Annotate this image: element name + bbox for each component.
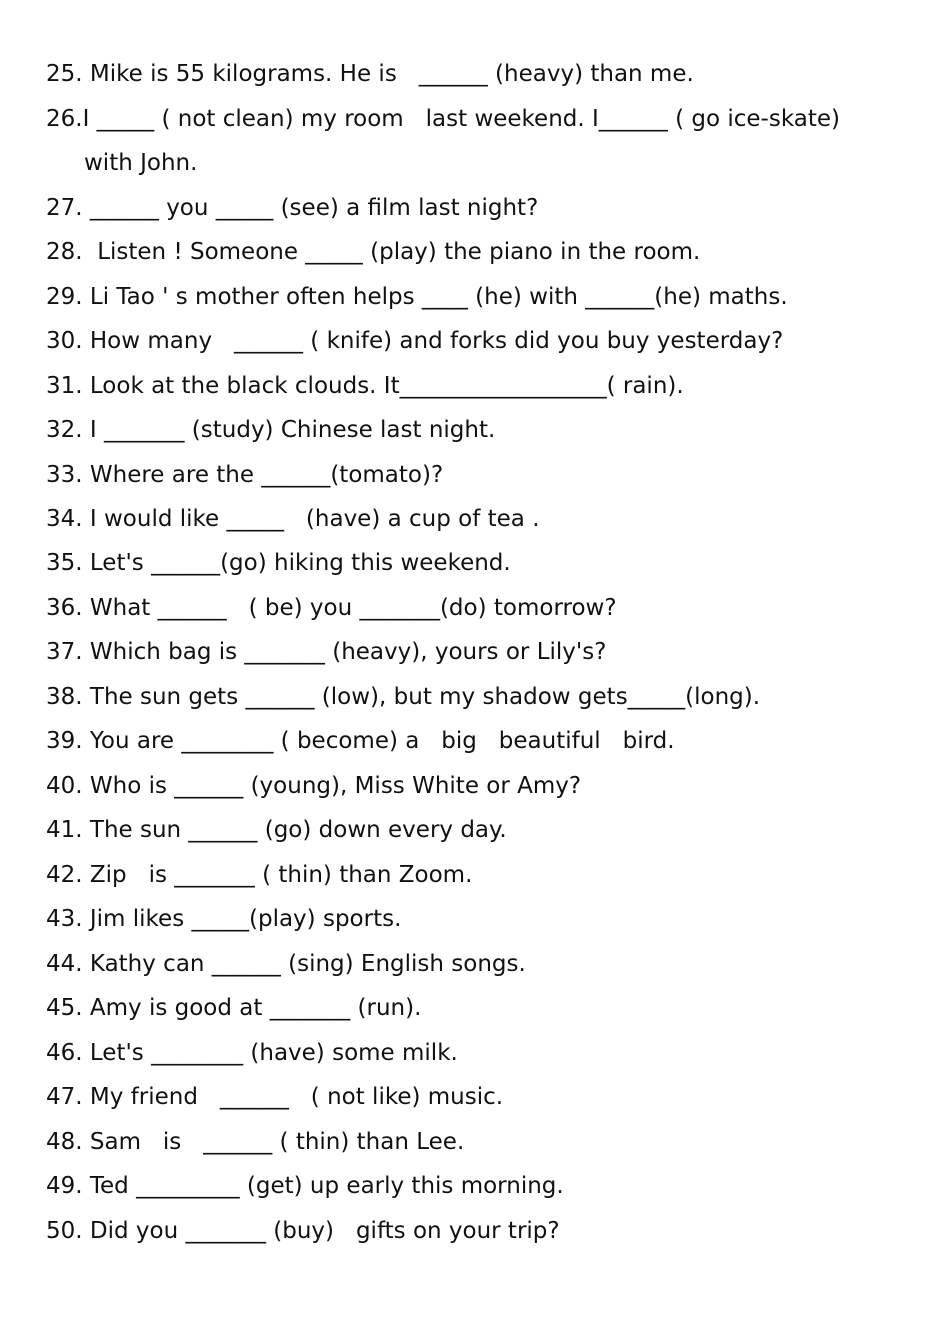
question-49: 49. Ted _________ (get) up early this morning. bbox=[46, 1173, 564, 1199]
question-28: 28. Listen ! Someone _____ (play) the piano in the room. bbox=[46, 239, 701, 265]
question-25: 25. Mike is 55 kilograms. He is ______ (heavy) than me. bbox=[46, 61, 694, 87]
question-33: 33. Where are the ______(tomato)? bbox=[46, 462, 444, 488]
question-40: 40. Who is ______ (young), Miss White or Amy? bbox=[46, 773, 582, 799]
question-37: 37. Which bag is _______ (heavy), yours or Lily's? bbox=[46, 639, 607, 665]
question-46: 46. Let's ________ (have) some milk. bbox=[46, 1040, 458, 1066]
question-34: 34. I would like _____ (have) a cup of tea . bbox=[46, 506, 540, 532]
question-26: 26.I _____ ( not clean) my room last weekend. I______ ( go ice-skate) bbox=[46, 106, 840, 132]
question-42: 42. Zip is _______ ( thin) than Zoom. bbox=[46, 862, 473, 888]
question-30: 30. How many ______ ( knife) and forks did you buy yesterday? bbox=[46, 328, 784, 354]
question-36: 36. What ______ ( be) you _______(do) tomorrow? bbox=[46, 595, 617, 621]
question-38: 38. The sun gets ______ (low), but my shadow gets_____(long). bbox=[46, 684, 761, 710]
question-39: 39. You are ________ ( become) a big beautiful bird. bbox=[46, 728, 675, 754]
question-47: 47. My friend ______ ( not like) music. bbox=[46, 1084, 504, 1110]
question-27: 27. ______ you _____ (see) a film last night? bbox=[46, 195, 539, 221]
question-29: 29. Li Tao ' s mother often helps ____ (he) with ______(he) maths. bbox=[46, 284, 788, 310]
question-41: 41. The sun ______ (go) down every day. bbox=[46, 817, 507, 843]
question-48: 48. Sam is ______ ( thin) than Lee. bbox=[46, 1129, 465, 1155]
question-31: 31. Look at the black clouds. It__________________( rain). bbox=[46, 373, 684, 399]
question-26-continuation: with John. bbox=[84, 150, 198, 176]
question-44: 44. Kathy can ______ (sing) English songs. bbox=[46, 951, 526, 977]
question-43: 43. Jim likes _____(play) sports. bbox=[46, 906, 402, 932]
question-35: 35. Let's ______(go) hiking this weekend. bbox=[46, 550, 511, 576]
question-50: 50. Did you _______ (buy) gifts on your trip? bbox=[46, 1218, 560, 1244]
question-45: 45. Amy is good at _______ (run). bbox=[46, 995, 422, 1021]
question-32: 32. I _______ (study) Chinese last night. bbox=[46, 417, 496, 443]
